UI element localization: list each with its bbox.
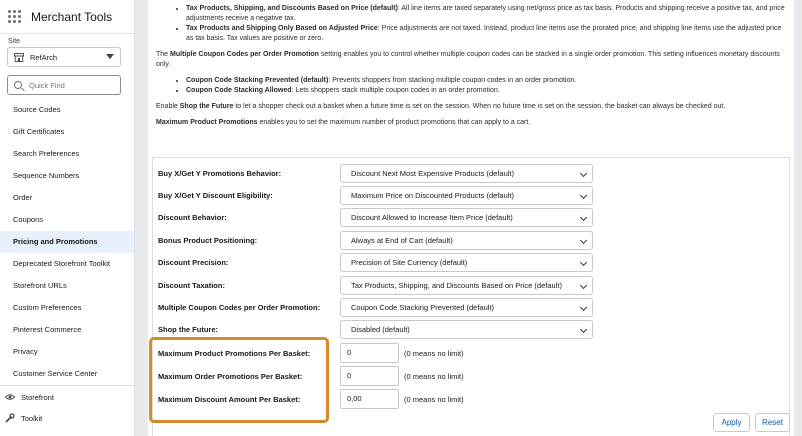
chevron-down-icon [580, 325, 587, 332]
sidebar-item-deprecated-storefront-toolkit[interactable]: Deprecated Storefront Toolkit [13, 259, 110, 268]
chevron-down-icon [580, 213, 587, 220]
help-bullet-tax-adjusted-price: • Tax Products and Shipping Only Based on Adjusted Price: Price adjustments are not taxed. Instead, product line items use the prorated price, and shipping line items use the adjusted price as tax basis. Tax values are positive or zero. [186, 24, 786, 44]
sidebar-item-gift-certificates[interactable]: Gift Certificates [13, 127, 65, 136]
discount-taxation-select[interactable]: Tax Products, Shipping, and Discounts Based on Price (default) [340, 276, 593, 295]
chevron-down-icon [580, 236, 587, 243]
sidebar-item-coupons[interactable]: Coupons [13, 215, 44, 224]
app-title: Merchant Tools [31, 9, 113, 24]
help-paragraph-coupons: The Multiple Coupon Codes per Order Promotion setting enables you to control whether multiple coupon codes can be stacked in a single order promotion. This setting influences monetary discounts only. [156, 51, 780, 68]
multiple-coupons-select[interactable]: Coupon Code Stacking Prevented (default) [340, 298, 593, 317]
apply-button[interactable]: Apply [713, 413, 750, 432]
max-discount-hint: (0 means no limit) [404, 394, 464, 404]
chevron-down-icon [580, 281, 587, 288]
main-panel [148, 0, 794, 436]
store-icon [14, 53, 24, 62]
sidebar-item-storefront[interactable]: Storefront [0, 387, 134, 407]
sidebar-item-custom-preferences[interactable]: Custom Preferences [13, 303, 82, 312]
help-text [156, 4, 786, 128]
help-bullet-tax-based-on-price: • Tax Products, Shipping, and Discounts Based on Price (default): All line items are taxed separately using net/gross price as tax basis. Products and shipping receive a positive tax, and price adjustments receive a negative tax. [186, 4, 786, 24]
sidebar-item-source-codes[interactable]: Source Codes [13, 105, 61, 114]
buy-x-eligibility-select[interactable]: Maximum Price on Discounted Products (default) [340, 186, 593, 205]
max-order-promos-hint: (0 means no limit) [404, 371, 464, 381]
sidebar-nav [0, 99, 134, 385]
max-product-promos-hint: (0 means no limit) [404, 348, 464, 358]
quick-find-input[interactable] [29, 81, 119, 90]
help-bullet-stacking-allowed: • Coupon Code Stacking Allowed: Lets shoppers stack multiple coupon codes in an order promotion. [186, 86, 786, 96]
max-discount-input[interactable]: 0,00 [340, 389, 399, 409]
help-bullet-stacking-prevented: • Coupon Code Stacking Prevented (default): Prevents shoppers from stacking multiple coupon codes in an order promotion. [186, 76, 786, 86]
discount-behavior-select[interactable]: Discount Allowed to Increase Item Price (default) [340, 208, 593, 227]
sidebar-item-privacy[interactable]: Privacy [13, 347, 38, 356]
app-launcher-icon[interactable] [8, 10, 22, 24]
help-paragraph-shop-future: Enable Shop the Future to let a shopper check out a basket when a future time is set on the session. When no future time is set on the session, the basket can always be checked out. [156, 103, 726, 110]
site-label: Site [8, 38, 21, 45]
site-select[interactable] [7, 47, 121, 67]
sidebar-item-sequence-numbers[interactable]: Sequence Numbers [13, 171, 80, 180]
sidebar-item-order[interactable]: Order [13, 193, 33, 202]
max-product-promos-input[interactable]: 0 [340, 343, 399, 363]
search-icon [14, 81, 22, 89]
site-select-value: RefArch [30, 52, 58, 62]
max-order-promos-input[interactable]: 0 [340, 366, 399, 386]
sidebar-item-toolkit[interactable]: Toolkit [0, 408, 134, 428]
chevron-down-icon [106, 54, 114, 59]
quick-find [7, 75, 121, 95]
bonus-positioning-select[interactable]: Always at End of Cart (default) [340, 231, 593, 250]
eye-icon [5, 394, 15, 400]
chevron-down-icon [580, 258, 587, 265]
discount-precision-select[interactable]: Precision of Site Currency (default) [340, 253, 593, 272]
chevron-down-icon [580, 169, 587, 176]
sidebar-item-search-preferences[interactable]: Search Preferences [13, 149, 80, 158]
sidebar-item-storefront-urls[interactable]: Storefront URLs [13, 281, 67, 290]
buy-x-behavior-select[interactable]: Discount Next Most Expensive Products (default) [340, 164, 593, 183]
sidebar-item-pricing-and-promotions[interactable]: Pricing and Promotions [0, 231, 134, 253]
sidebar [0, 0, 135, 436]
chevron-down-icon [580, 303, 587, 310]
sidebar-header [0, 0, 134, 34]
sidebar-footer [0, 385, 134, 436]
promotion-settings-form: Buy X/Get Y Promotions Behavior: Discount Next Most Expensive Products (default) Buy X/Get Y Discount Eligibility: Maximum Price on Discounted Products (default) Discount Behavior: Discount Allowed to Increase Item Price (default) Bonus Product Positioning: Always at End of Cart (default) Discount Precision: Precision of Site Currency (default) Discount Taxation: Tax Products, Shipping, and Discounts Based on Price (default) Multiple Coupon Codes per Order Promotion: Coupon Code Stacking Prevented (default) Shop the Future: Disabled (default) Maximum Product Promotions Per Basket: 0 (0 means no limit) Maximum Order Promotions Per Basket: 0 (0 means no limit) Maximum Discount Amount Per Basket: 0,00 (0 means no limit) [152, 157, 790, 436]
shop-future-select[interactable]: Disabled (default) [340, 320, 593, 339]
wrench-icon [5, 413, 15, 423]
sidebar-item-pinterest-commerce[interactable]: Pinterest Commerce [13, 325, 82, 334]
help-paragraph-max-promotions: Maximum Product Promotions enables you to set the maximum number of product promotions that can apply to a cart. [156, 119, 531, 126]
sidebar-item-customer-service-center[interactable]: Customer Service Center [13, 369, 98, 378]
reset-button[interactable]: Reset [755, 413, 790, 432]
chevron-down-icon [580, 191, 587, 198]
